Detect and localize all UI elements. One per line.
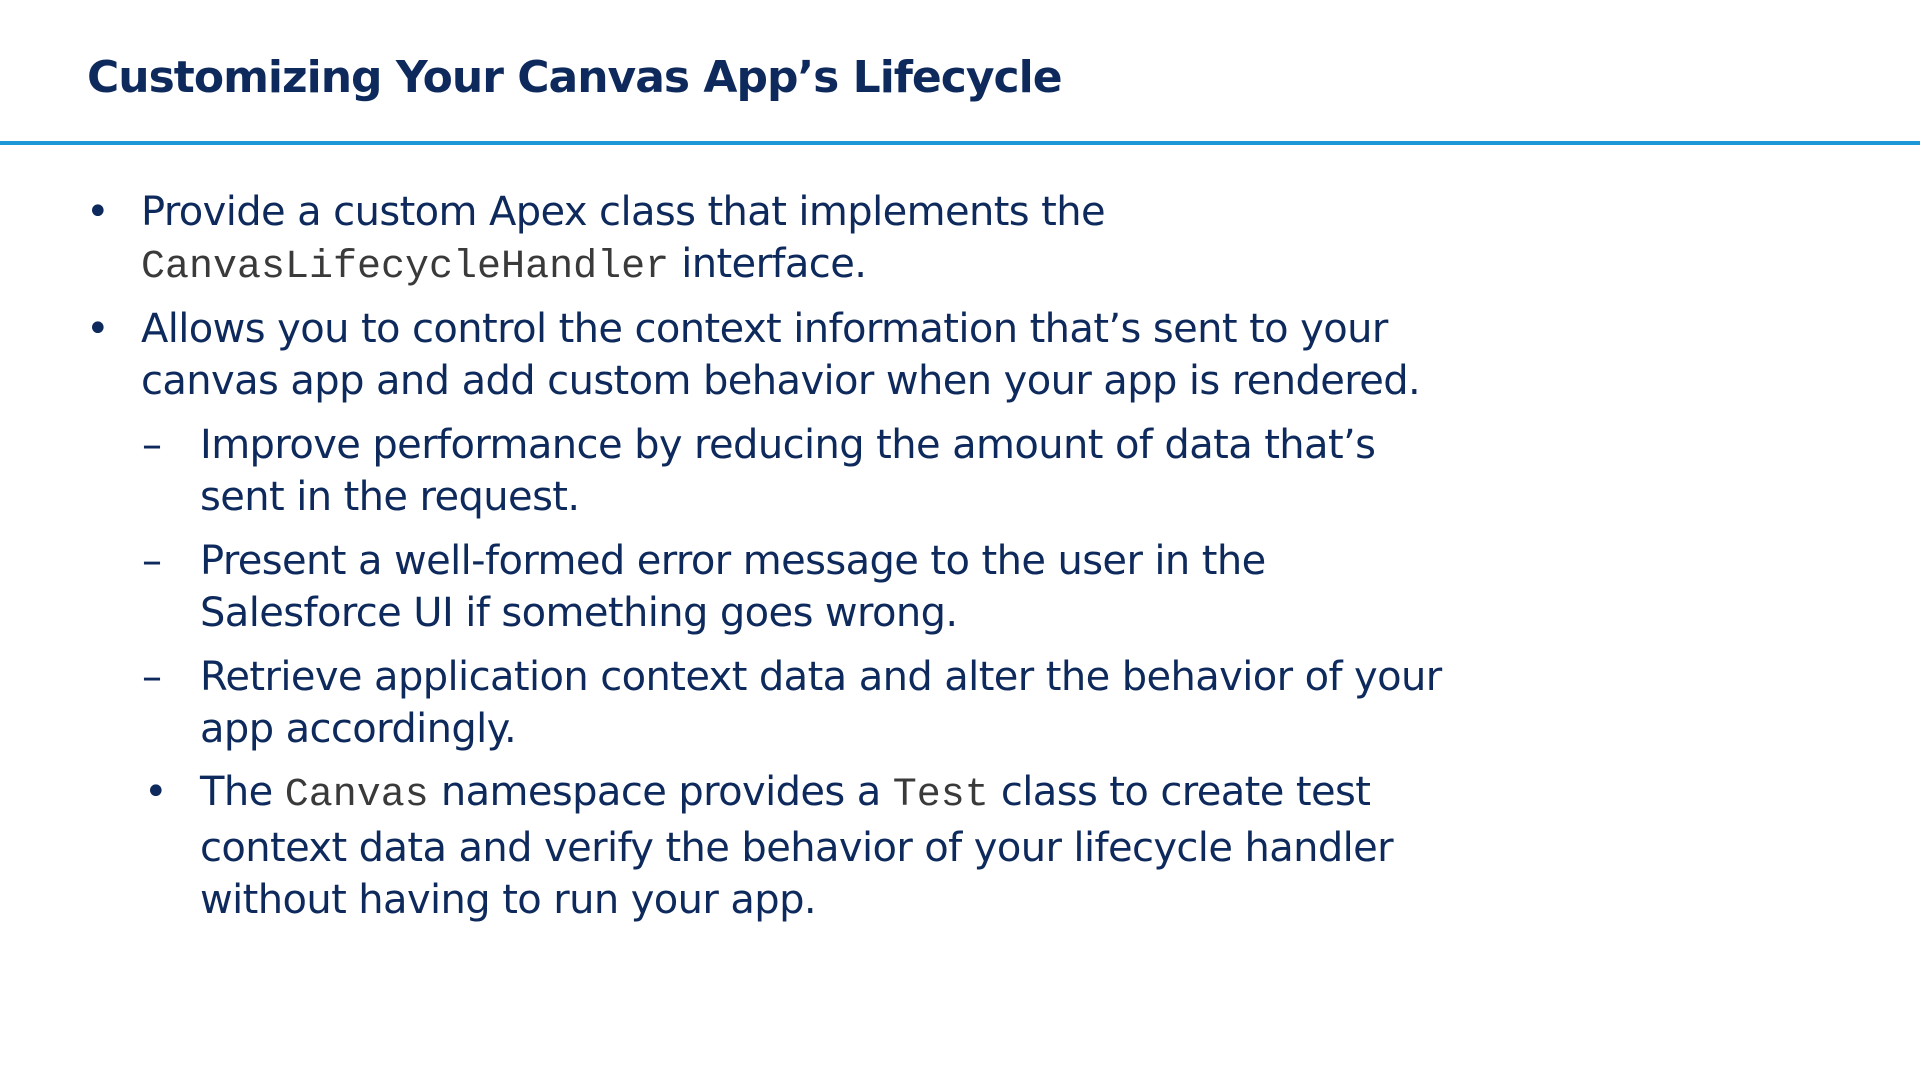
sub-bullet-text: app accordingly. — [200, 706, 517, 752]
code-term: Test — [892, 773, 989, 818]
sub-bullet-text: Salesforce UI if something goes wrong. — [200, 590, 958, 636]
note-text: context data and verify the behavior of your lifecycle handler — [200, 825, 1394, 871]
sub-bullet-text: sent in the request. — [200, 474, 580, 520]
bullet-text-line2 — [141, 238, 1105, 294]
code-term: CanvasLifecycleHandler — [141, 245, 670, 290]
note-text: class to create test — [988, 769, 1371, 815]
sub-bullet-marker: – — [142, 654, 162, 700]
sub-bullet-item — [200, 535, 1266, 639]
sub-bullet-text: Improve performance by reducing the amount of data that’s — [200, 422, 1376, 468]
note-text: without having to run your app. — [200, 877, 816, 923]
bullet-marker: • — [86, 189, 110, 235]
note-text-line1 — [200, 766, 1393, 822]
bullet-text: canvas app and add custom behavior when your app is rendered. — [141, 358, 1421, 404]
code-term: Canvas — [284, 773, 429, 818]
note-item — [200, 766, 1393, 926]
note-text: The — [200, 769, 285, 815]
bullet-marker: • — [86, 306, 110, 352]
note-text: namespace provides a — [428, 769, 893, 815]
sub-bullet-marker: – — [142, 538, 162, 584]
bullet-text: Provide a custom Apex class that implements the — [141, 189, 1106, 235]
sub-bullet-item — [200, 419, 1375, 523]
sub-bullet-item — [200, 651, 1442, 755]
sub-bullet-text: Retrieve application context data and alter the behavior of your — [200, 654, 1442, 700]
bullet-text: Allows you to control the context information that’s sent to your — [141, 306, 1388, 352]
note-bullet-marker: • — [144, 769, 168, 815]
bullet-item — [141, 303, 1420, 407]
bullet-text: interface. — [669, 241, 867, 287]
sub-bullet-text: Present a well-formed error message to the user in the — [200, 538, 1266, 584]
bullet-item — [141, 186, 1105, 294]
slide-title: Customizing Your Canvas App’s Lifecycle — [87, 52, 1062, 103]
sub-bullet-marker: – — [142, 422, 162, 468]
